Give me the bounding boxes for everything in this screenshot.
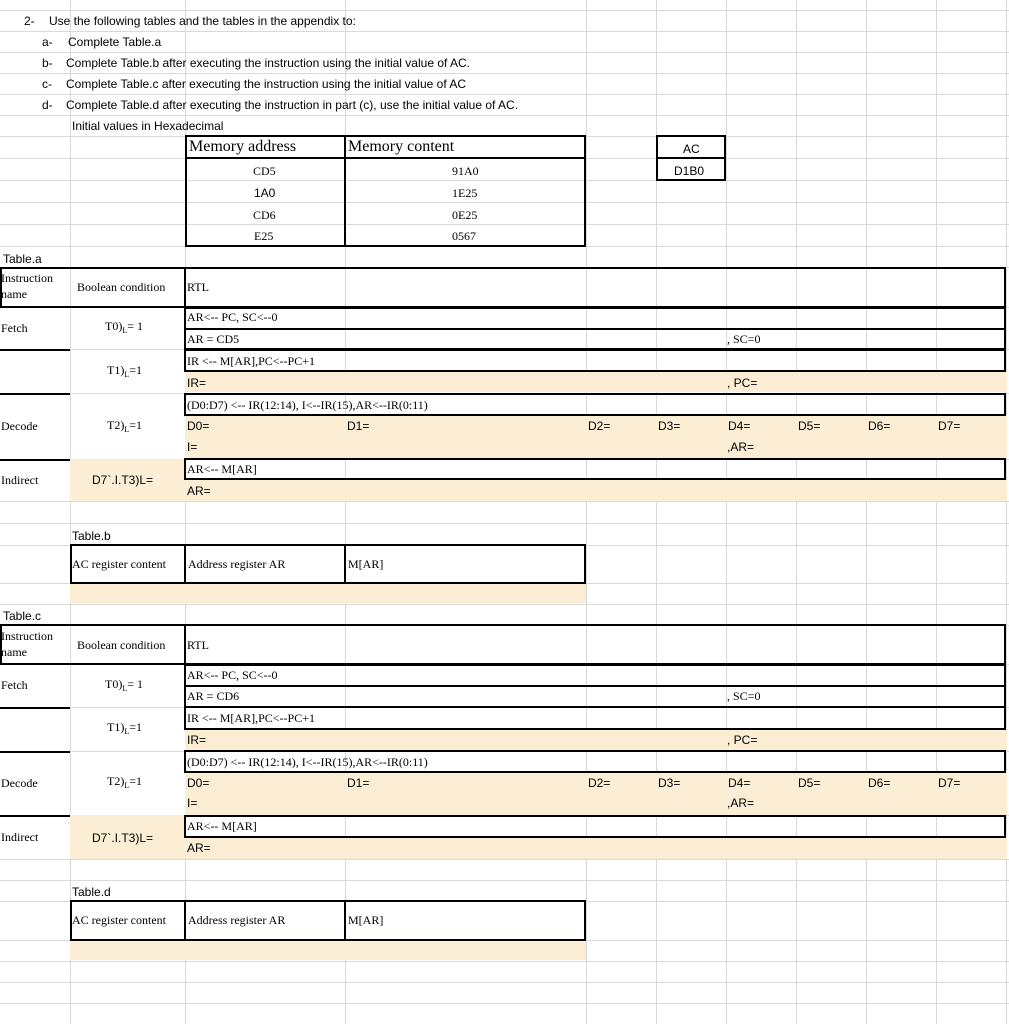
- question-text: Use the following tables and the tables in the appendix to:: [49, 14, 356, 28]
- d2-field[interactable]: D2=: [588, 776, 611, 790]
- indirect-condition: D7`.I.T3)L=: [92, 473, 154, 487]
- item-text: Complete Table.a: [68, 35, 162, 49]
- t2-condition: $T2)_L=1$: [107, 774, 142, 790]
- d3-field[interactable]: D3=: [658, 776, 681, 790]
- memory-content-header: Memory content: [348, 138, 455, 155]
- memory-address-header: Memory address: [189, 138, 297, 155]
- mar-input[interactable]: [346, 941, 585, 959]
- d1-field[interactable]: D1=: [347, 419, 370, 433]
- item-letter: c-: [42, 77, 52, 91]
- ac-content-input[interactable]: [71, 584, 184, 602]
- indirect-label: Indirect: [1, 473, 39, 487]
- d6-field[interactable]: D6=: [868, 776, 891, 790]
- memory-address-cell: 1A0: [254, 186, 276, 200]
- fetch-ar-value: AR = CD6: [187, 689, 240, 703]
- instruction-header: name: [1, 287, 27, 301]
- t0-condition: $T0)_L= 1$: [105, 677, 143, 693]
- t1-rtl: IR <-- M[AR],PC<--PC+1: [187, 711, 315, 725]
- memory-content-cell: 0E25: [452, 208, 478, 222]
- memory-address-cell: CD6: [253, 208, 276, 222]
- memory-address-cell: CD5: [253, 164, 276, 178]
- fetch-label: Fetch: [1, 678, 28, 692]
- indirect-rtl: AR<-- M[AR]: [187, 462, 257, 476]
- ac-content-header: AC register content: [72, 557, 166, 571]
- t1-condition: $T1)_L=1$: [107, 720, 142, 736]
- ir-field[interactable]: IR=: [187, 376, 207, 390]
- ac-label: AC: [683, 142, 700, 156]
- ac-content-header: AC register content: [72, 913, 166, 927]
- t1-rtl: IR <-- M[AR],PC<--PC+1: [187, 354, 315, 368]
- pc-field[interactable]: , PC=: [727, 376, 758, 390]
- question-number: 2-: [24, 14, 35, 28]
- indirect-label: Indirect: [1, 830, 39, 844]
- t0-condition: $T0)_L= 1$: [105, 319, 143, 335]
- item-text: Complete Table.c after executing the instruction using the initial value of AC: [66, 77, 467, 91]
- item-letter: a-: [42, 35, 53, 49]
- item-letter: d-: [42, 98, 53, 112]
- instruction-header: Instruction: [1, 629, 53, 643]
- d7-field[interactable]: D7=: [938, 776, 961, 790]
- boolean-header: Boolean condition: [77, 280, 166, 294]
- d0-field[interactable]: D0=: [187, 776, 210, 790]
- d0-field[interactable]: D0=: [187, 419, 210, 433]
- d4-field[interactable]: D4=: [728, 419, 751, 433]
- indirect-ar-field[interactable]: AR=: [187, 484, 211, 498]
- fetch-rtl: AR<-- PC, SC<--0: [187, 310, 278, 324]
- boolean-header: Boolean condition: [77, 638, 166, 652]
- address-register-input[interactable]: [186, 584, 344, 602]
- mar-input[interactable]: [346, 584, 585, 602]
- ac-value: D1B0: [674, 164, 705, 178]
- d1-field[interactable]: D1=: [347, 776, 370, 790]
- ac-content-input[interactable]: [71, 941, 184, 959]
- indirect-rtl: AR<-- M[AR]: [187, 819, 257, 833]
- ar-field[interactable]: ,AR=: [727, 440, 755, 454]
- memory-content-cell: 1E25: [452, 186, 478, 200]
- address-register-header: Address register AR: [188, 557, 286, 571]
- memory-content-cell: 91A0: [452, 164, 479, 178]
- address-register-header: Address register AR: [188, 913, 286, 927]
- ir-field[interactable]: IR=: [187, 733, 207, 747]
- i-field[interactable]: I=: [187, 440, 198, 454]
- mar-header: M[AR]: [348, 913, 384, 927]
- item-letter: b-: [42, 56, 53, 70]
- memory-address-cell: E25: [254, 229, 274, 243]
- item-text: Complete Table.d after executing the instruction in part (c), use the initial value of AC.: [66, 98, 519, 112]
- d6-field[interactable]: D6=: [868, 419, 891, 433]
- i-field[interactable]: I=: [187, 796, 198, 810]
- indirect-ar-field[interactable]: AR=: [187, 841, 211, 855]
- decode-label: Decode: [1, 776, 38, 790]
- sc-value: , SC=0: [727, 689, 761, 703]
- decode-rtl: (D0:D7) <-- IR(12:14), I<--IR(15),AR<--IR(0:11): [187, 755, 428, 769]
- rtl-header: RTL: [187, 638, 209, 652]
- d2-field[interactable]: D2=: [588, 419, 611, 433]
- fetch-ar-value: AR = CD5: [187, 332, 240, 346]
- fetch-rtl: AR<-- PC, SC<--0: [187, 668, 278, 682]
- d5-field[interactable]: D5=: [798, 776, 821, 790]
- decode-label: Decode: [1, 419, 38, 433]
- table-d-title: Table.d: [72, 885, 111, 899]
- d3-field[interactable]: D3=: [658, 419, 681, 433]
- t2-condition: $T2)_L=1$: [107, 418, 142, 434]
- memory-content-cell: 0567: [452, 229, 476, 243]
- instruction-header: name: [1, 645, 27, 659]
- instruction-header: Instruction: [1, 271, 53, 285]
- ar-field[interactable]: ,AR=: [727, 796, 755, 810]
- mar-header: M[AR]: [348, 557, 384, 571]
- d4-field[interactable]: D4=: [728, 776, 751, 790]
- d5-field[interactable]: D5=: [798, 419, 821, 433]
- sc-value: , SC=0: [727, 332, 761, 346]
- table-c-title: Table.c: [3, 609, 42, 623]
- rtl-header: RTL: [187, 280, 209, 294]
- initial-values-title: Initial values in Hexadecimal: [72, 119, 224, 133]
- table-a-title: Table.a: [3, 252, 42, 266]
- t1-condition: $T1)_L=1$: [107, 363, 142, 379]
- decode-rtl: (D0:D7) <-- IR(12:14), I<--IR(15),AR<--IR(0:11): [187, 398, 428, 412]
- indirect-condition: D7`.I.T3)L=: [92, 831, 154, 845]
- pc-field[interactable]: , PC=: [727, 733, 758, 747]
- fetch-label: Fetch: [1, 321, 28, 335]
- address-register-input[interactable]: [186, 941, 344, 959]
- d7-field[interactable]: D7=: [938, 419, 961, 433]
- table-b-title: Table.b: [72, 529, 111, 543]
- item-text: Complete Table.b after executing the instruction using the initial value of AC.: [66, 56, 471, 70]
